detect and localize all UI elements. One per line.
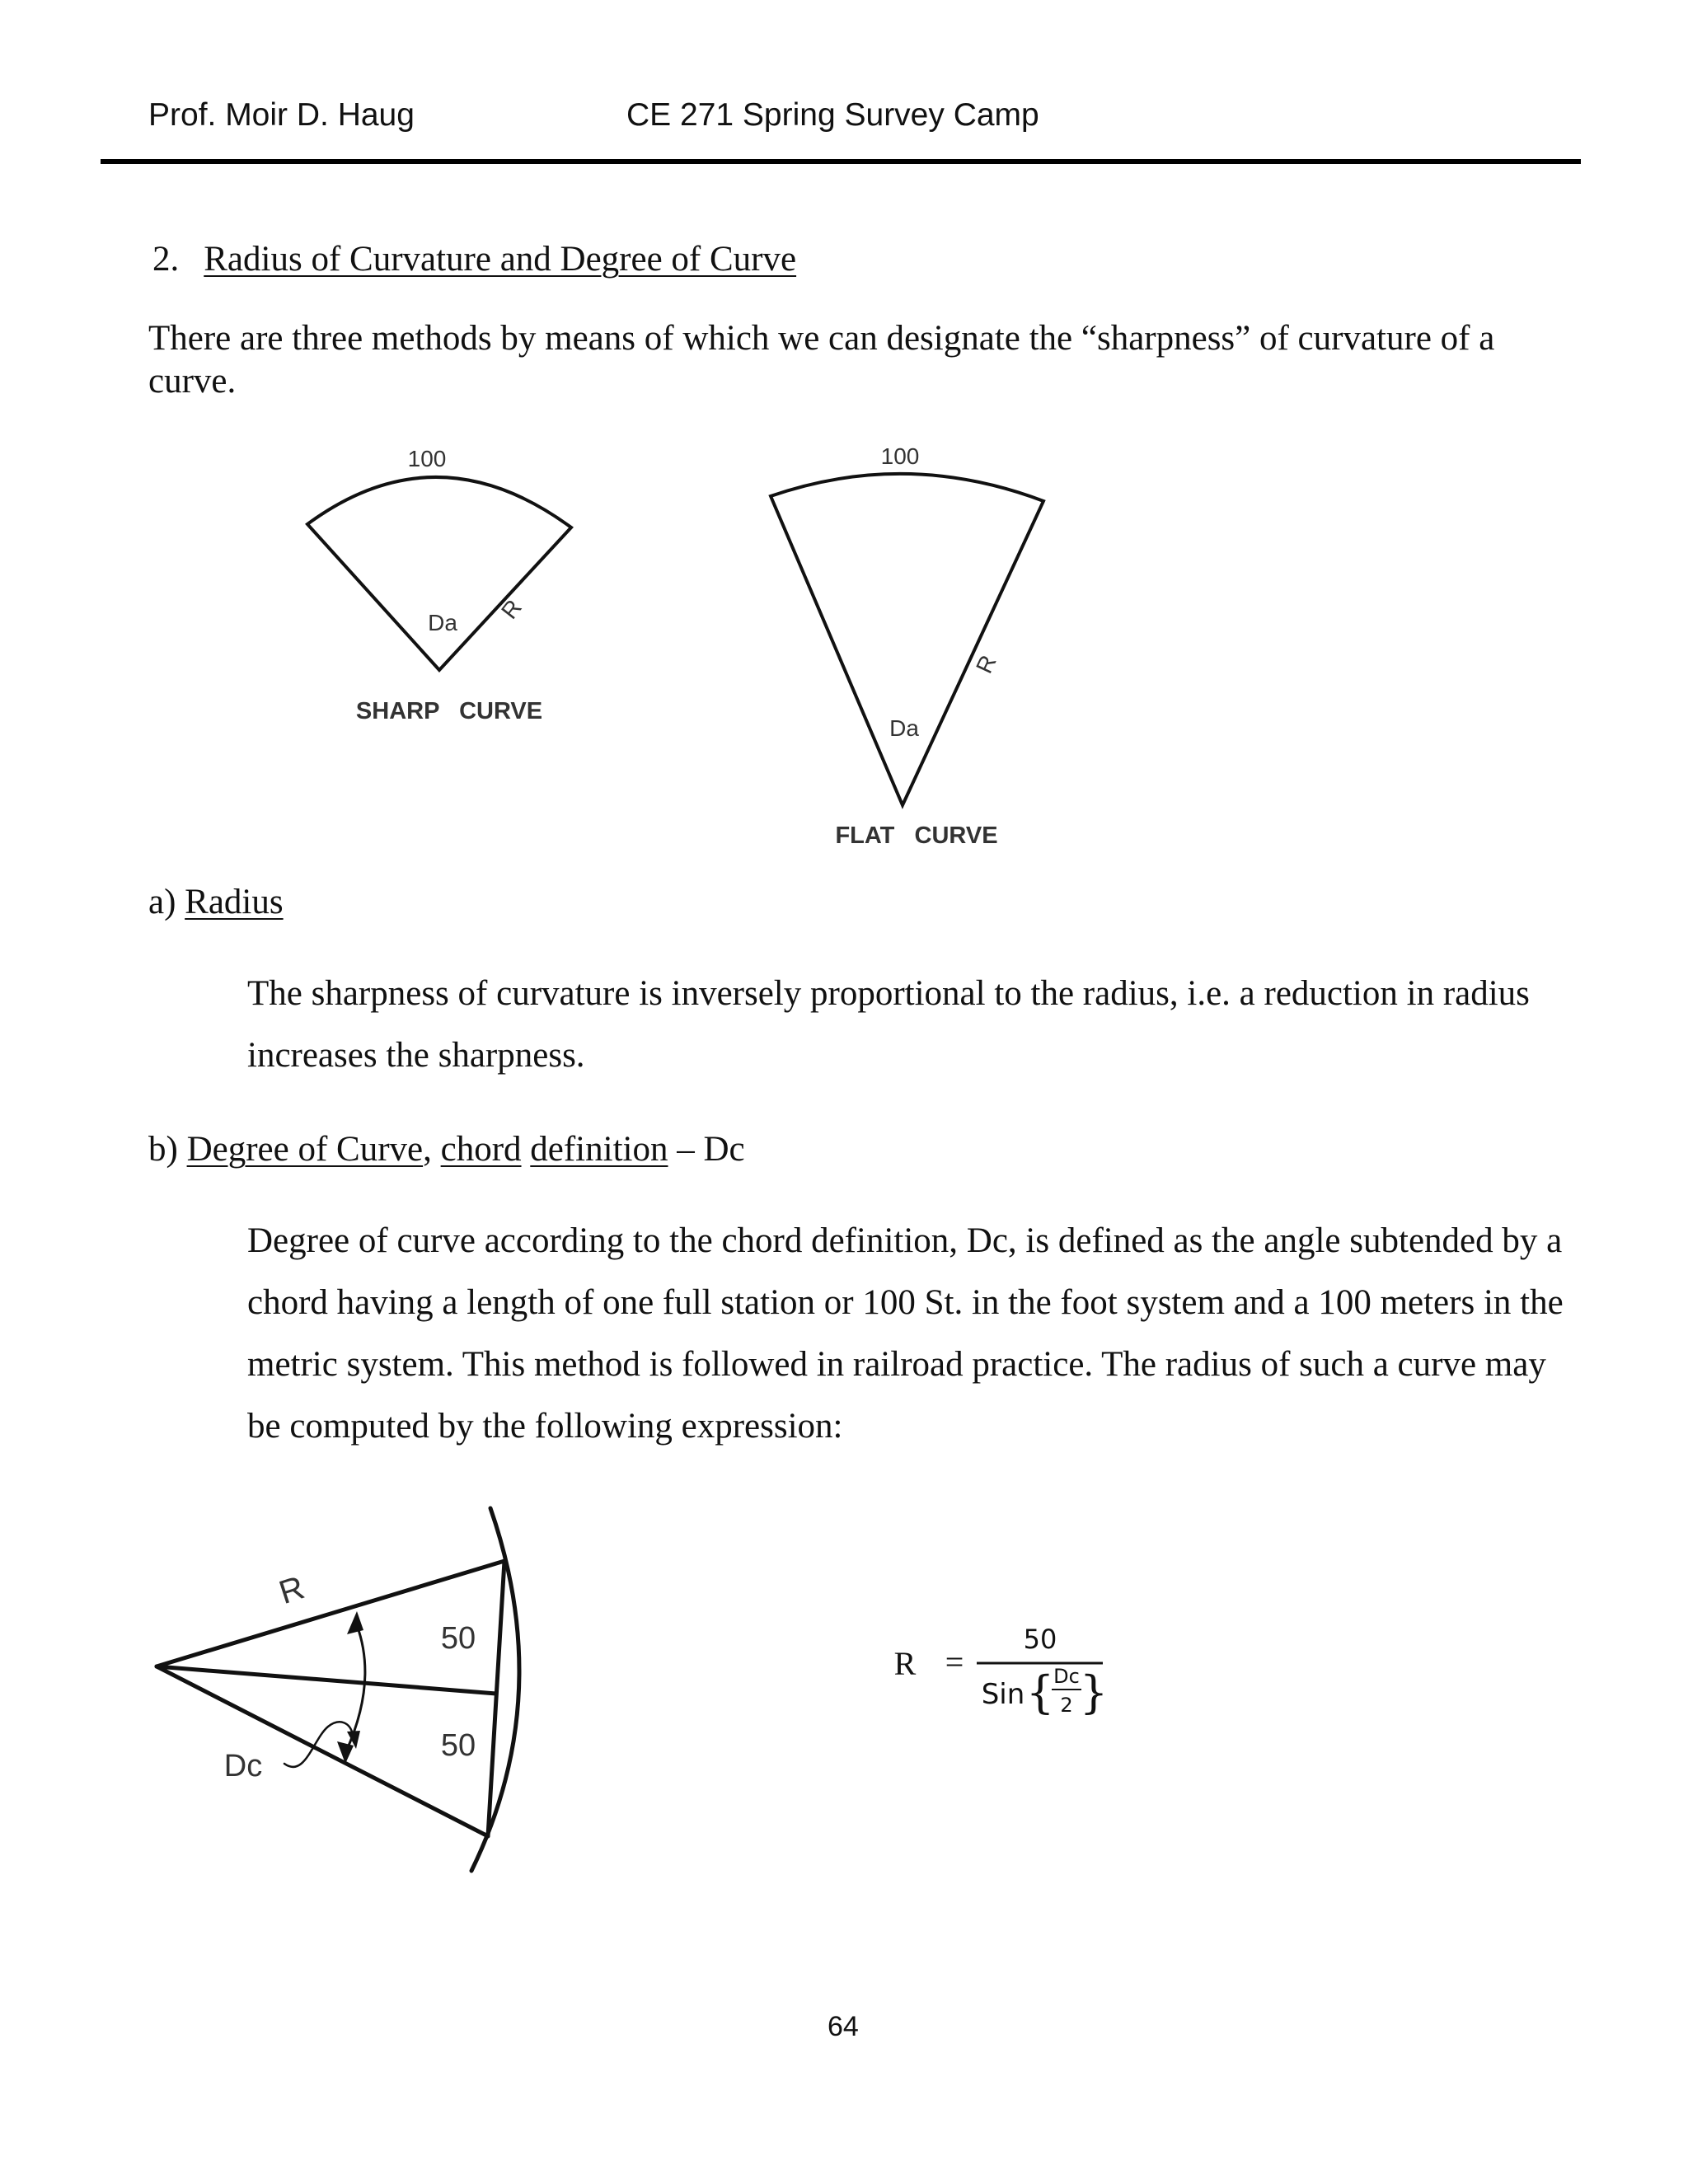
flat-curve-outline bbox=[771, 474, 1043, 805]
part-a-heading bbox=[148, 882, 284, 922]
flat-angle-label: Da bbox=[889, 715, 919, 741]
part-a-title: Radius bbox=[185, 883, 284, 921]
half-chord-lower-label: 50 bbox=[440, 1728, 476, 1763]
section-title: Radius of Curvature and Degree of Curve bbox=[204, 240, 797, 279]
bisector-line bbox=[157, 1666, 496, 1694]
chord-radius-label: R bbox=[274, 1569, 309, 1612]
formula-equals: = bbox=[945, 1643, 964, 1680]
formula-sin: Sin bbox=[981, 1678, 1025, 1711]
sharp-chord-label: 100 bbox=[407, 446, 447, 471]
formula-lhs: R bbox=[893, 1645, 917, 1682]
formula-numerator: 50 bbox=[1023, 1624, 1057, 1655]
flat-curve-figure bbox=[771, 474, 1043, 805]
radius-formula bbox=[894, 1624, 1109, 1718]
half-chord-upper-label: 50 bbox=[440, 1621, 476, 1656]
part-b-paragraph: Degree of curve according to the chord definition, Dc, is defined as the angle subtended by a chord having a length of one full station or 100 St. in the foot system and a 100 meters in the metric system. This method is followed in railroad practice. The radius of such a curve may be computed by the following expression: bbox=[247, 1221, 1564, 1446]
sharp-curve-outline bbox=[307, 477, 571, 670]
part-b-suffix: – Dc bbox=[668, 1130, 745, 1169]
part-b-title-definition: definition bbox=[530, 1130, 668, 1169]
part-b-title-degree: Degree of Curve bbox=[186, 1130, 424, 1169]
part-a-prefix: a) bbox=[148, 883, 185, 921]
formula-inner-denominator: 2 bbox=[1060, 1694, 1073, 1717]
part-b-sep-1: , bbox=[423, 1130, 441, 1169]
section-number: 2. bbox=[152, 240, 180, 279]
sharp-angle-label: Da bbox=[428, 610, 457, 635]
part-a-paragraph: The sharpness of curvature is inversely proportional to the radius, i.e. a reduction in radius increases the sharpness. bbox=[247, 974, 1530, 1075]
header-author: Prof. Moir D. Haug bbox=[148, 97, 415, 133]
part-b-sep-2 bbox=[522, 1130, 531, 1169]
sharp-caption: SHARP CURVE bbox=[355, 698, 543, 724]
part-b-heading bbox=[148, 1129, 745, 1169]
formula-inner-numerator: Dc bbox=[1053, 1665, 1080, 1688]
dc-angle-label: Dc bbox=[223, 1749, 263, 1783]
formula-brace-left: { bbox=[1025, 1666, 1055, 1718]
radius-line-lower bbox=[157, 1666, 488, 1836]
formula-brace-right: } bbox=[1079, 1666, 1109, 1718]
flat-chord-label: 100 bbox=[880, 443, 920, 469]
part-b-prefix: b) bbox=[148, 1130, 187, 1169]
header-course: CE 271 Spring Survey Camp bbox=[626, 97, 1039, 133]
part-b-title-chord: chord bbox=[440, 1130, 522, 1169]
flat-caption: FLAT CURVE bbox=[835, 823, 998, 849]
sharp-curve-figure bbox=[307, 477, 571, 670]
sharp-radius-label: R bbox=[496, 594, 527, 624]
flat-radius-label: R bbox=[971, 651, 1001, 677]
chord-figure bbox=[157, 1508, 519, 1871]
intro-paragraph: There are three methods by means of which we can designate the “sharpness” of curvature of a curve. bbox=[148, 319, 1495, 401]
page-number: 64 bbox=[828, 2011, 859, 2042]
arrowhead-upper bbox=[347, 1611, 363, 1634]
